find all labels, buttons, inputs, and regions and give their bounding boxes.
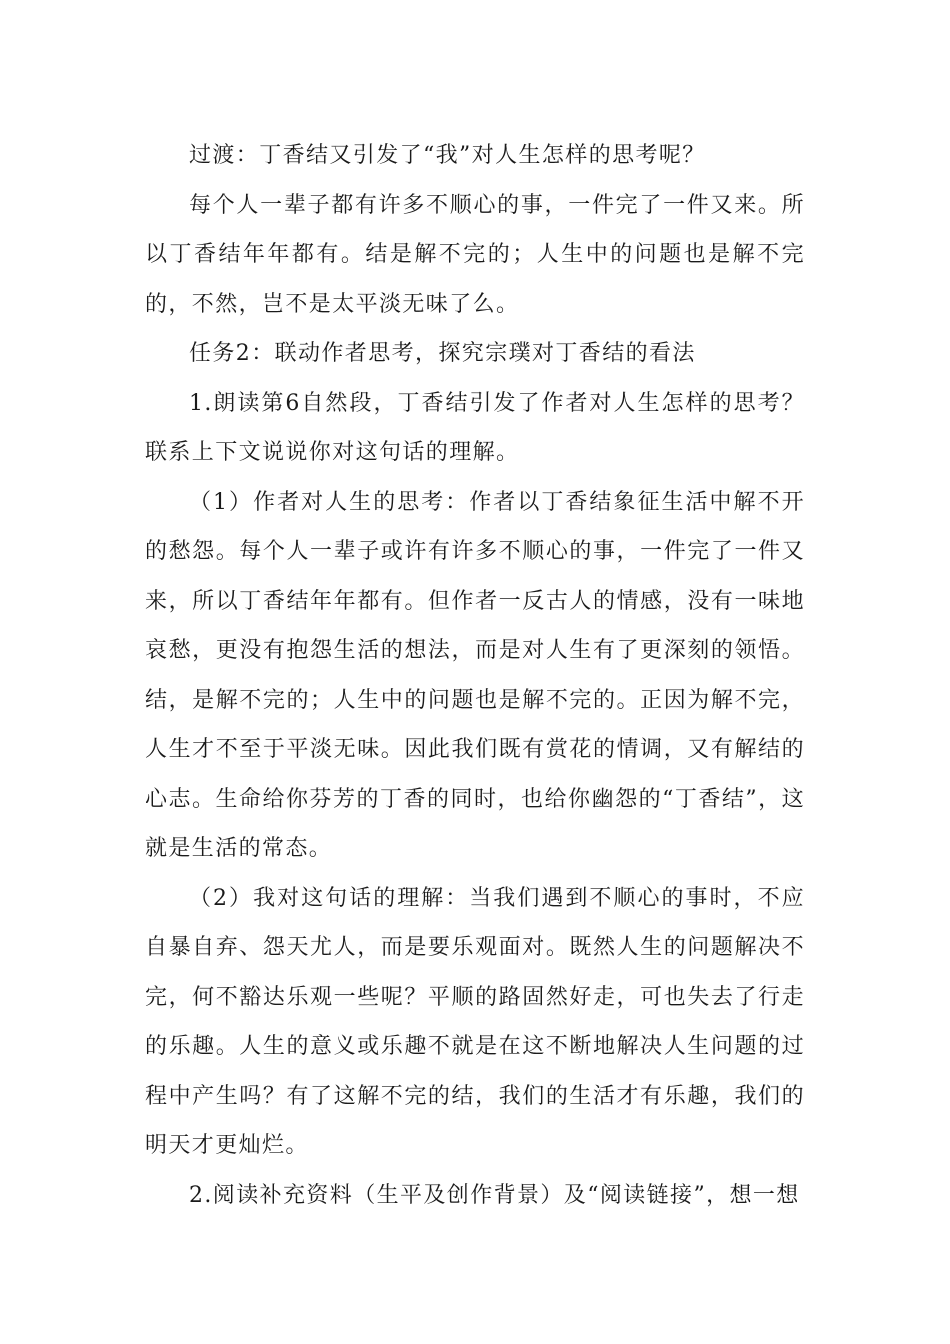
my-understanding-paragraph: （2）我对这句话的理解：当我们遇到不顺心的事时，不应自暴自弃、怨天尤人，而是要乐观面对。既然人生的问题解决不完，何不豁达乐观一些呢？平顺的路固然好走，可也失去了行走的乐趣。人生的意义或乐趣不就是在这不断地解决人生问题的过程中产生吗？有了这解不完的结，我们的生活才有乐趣，我们的明天才更灿烂。 xyxy=(145,885,805,1158)
reading-task-paragraph: 2.阅读补充资料（生平及创作背景）及“阅读链接”，想一想 xyxy=(189,1182,800,1208)
document-body xyxy=(145,131,805,1220)
task-heading: 任务2：联动作者思考，探究宗璞对丁香结的看法 xyxy=(189,341,696,366)
author-thinking-paragraph: （1）作者对人生的思考：作者以丁香结象征生活中解不开的愁怨。每个人一辈子或许有许多不顺心的事，一件完了一件又来，所以丁香结年年都有。但作者一反古人的情感，没有一味地哀愁，更没有抱怨生活的想法，而是对人生有了更深刻的领悟。结，是解不完的；人生中的问题也是解不完的。正因为解不完，人生才不至于平淡无味。因此我们既有赏花的情调，又有解结的心志。生命给你芬芳的丁香的同时，也给你幽怨的“丁香结”，这就是生活的常态。 xyxy=(145,489,805,861)
answer-paragraph: 每个人一辈子都有许多不顺心的事，一件完了一件又来。所以丁香结年年都有。结是解不完的；人生中的问题也是解不完的，不然，岂不是太平淡无味了么。 xyxy=(145,192,805,317)
transition-paragraph: 过渡：丁香结又引发了“我”对人生怎样的思考呢？ xyxy=(189,143,706,168)
question-paragraph: 1.朗读第6自然段，丁香结引发了作者对人生怎样的思考？联系上下文说说你对这句话的理解。 xyxy=(145,390,805,465)
